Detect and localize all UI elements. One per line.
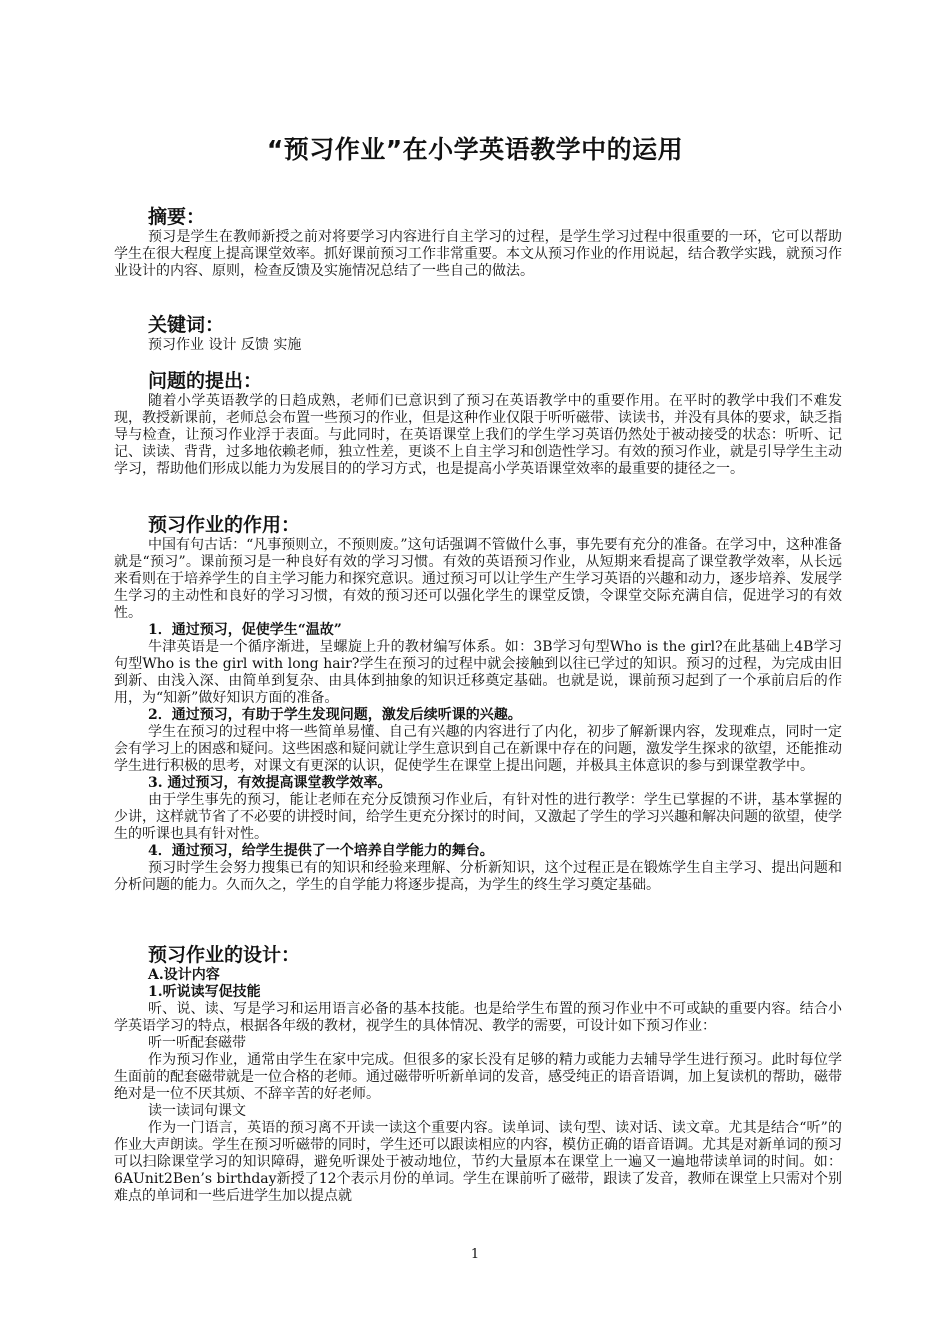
design-sub-a: A.设计内容 — [148, 967, 220, 983]
document-title: “预习作业”在小学英语教学中的运用 — [266, 135, 684, 164]
abstract-text: 预习是学生在教师新授之前对将要学习内容进行自主学习的过程，是学生学习过程中很重要的一环，它可以帮助学生在很大程度上提高课堂效率。抓好课前预习工作非常重要。本文从预习作业的作用说起，结合教学实践，就预习作业设计的内容、原则，检查反馈及实施情况总结了一些自己的做法。 — [114, 229, 842, 279]
keywords-text: 预习作业 设计 反馈 实施 — [148, 337, 302, 353]
design-item1-text: 作为预习作业，通常由学生在家中完成。但很多的家长没有足够的精力或能力去辅导学生进行预习。此时每位学生面前的配套磁带就是一位合格的老师。通过磁带听听新单词的发音，感受纯正的语音语调，加上复读机的帮助，磁带绝对是一位不厌其烦、不辞辛苦的好老师。 — [114, 1052, 842, 1102]
design-intro: 听、说、读、写是学习和运用语言必备的基本技能。也是给学生布置的预习作业中不可或缺的重要内容。结合小学英语学习的特点，根据各年级的教材，视学生的具体情况、教学的需要，可设计如下预习作业： — [114, 1001, 842, 1034]
role-point1-title: 1．通过预习，促使学生“温故” — [148, 622, 342, 638]
design-item1-title: 听一听配套磁带 — [148, 1035, 246, 1051]
problem-section — [114, 369, 842, 478]
design-section — [114, 943, 842, 1205]
role-point4-title: 4．通过预习，给学生提供了一个培养自学能力的舞台。 — [148, 843, 494, 859]
role-heading: 预习作业的作用： — [148, 514, 301, 536]
role-point1-text: 牛津英语是一个循序渐进，呈螺旋上升的教材编写体系。如：3B学习句型Who is the girl?在此基础上4B学习句型Who is the girl with long hair?学生在预习的过程中就会接触到以往已学过的知识。预习的过程，为完成由旧到新、由浅入深、由简单到复杂、由具体到抽象的知识迁移奠定基础。也就是说，课前预习起到了一个承前启后的作用，为“知新”做好知识方面的准备。 — [114, 639, 842, 706]
problem-heading: 问题的提出： — [148, 370, 263, 392]
role-point3-text: 由于学生事先的预习，能让老师在充分反馈预习作业后，有针对性的进行教学：学生已掌握的不讲，基本掌握的少讲，这样就节省了不必要的讲授时间，给学生更充分探讨的时间，又激起了学生的学习兴趣和解决问题的欲望，使学生的听课也具有针对性。 — [114, 792, 842, 842]
role-intro: 中国有句古话：“凡事预则立，不预则废。”这句话强调不管做什么事，事先要有充分的准备。在学习中，这种准备就是“预习”。课前预习是一种良好有效的学习习惯。有效的英语预习作业，从短期来看提高了课堂教学效率，从长远来看则在于培养学生的自主学习能力和探究意识。通过预习可以让学生产生学习英语的兴趣和动力，逐步培养、发展学生学习的主动性和良好的学习习惯，有效的预习还可以强化学生的课堂反馈，令课堂交际充满自信，促进学习的有效性。 — [114, 537, 842, 621]
page-number: 1 — [470, 1247, 480, 1262]
problem-text: 随着小学英语教学的日趋成熟，老师们已意识到了预习在英语教学中的重要作用。在平时的教学中我们不难发现，教授新课前，老师总会布置一些预习的作业，但是这种作业仅限于听听磁带、读读书，并没有具体的要求，缺乏指导与检查，让预习作业浮于表面。与此同时，在英语课堂上我们的学生学习英语仍然处于被动接受的状态：听听、记记、读读、背背，过多地依赖老师，独立性差，更谈不上自主学习和创造性学习。有效的预习作业，就是引导学生主动学习，帮助他们形成以能力为发展目的的学习方式，也是提高小学英语课堂效率的最重要的捷径之一。 — [114, 393, 842, 477]
keywords-heading: 关键词： — [148, 314, 225, 336]
abstract-section — [114, 205, 842, 280]
role-point2-title: 2．通过预习，有助于学生发现问题，激发后续听课的兴趣。 — [148, 707, 522, 723]
design-item2-text: 作为一门语言，英语的预习离不开读一读这个重要内容。读单词、读句型、读对话、读文章。尤其是结合“听”的作业大声朗读。学生在预习听磁带的同时，学生还可以跟读相应的内容，模仿正确的语音语调。尤其是对新单词的预习可以扫除课堂学习的知识障碍，避免听课处于被动地位，节约大量原本在课堂上一遍又一遍地带读单词的时间。如：6AUnit2Ben’s birthday新授了12个表示月份的单词。学生在课前听了磁带，跟读了发音，教师在课堂上只需对个别难点的单词和一些后进学生加以提点就 — [114, 1120, 842, 1204]
role-point4-text: 预习时学生会努力搜集已有的知识和经验来理解、分析新知识，这个过程正是在锻炼学生自主学习、提出问题和分析问题的能力。久而久之，学生的自学能力将逐步提高，为学生的终生学习奠定基础。 — [114, 860, 842, 893]
design-item2-title: 读一读词句课文 — [148, 1103, 246, 1119]
role-point2-text: 学生在预习的过程中将一些简单易懂、自己有兴趣的内容进行了内化，初步了解新课内容，发现难点，同时一定会有学习上的困惑和疑问。这些困惑和疑问就让学生意识到自己在新课中存在的问题，激发学生探求的欲望，还能推动学生进行积极的思考，对课文有更深的认识，促使学生在课堂上提出问题，并极具主体意识的参与到课堂教学中。 — [114, 724, 842, 774]
keywords-section — [114, 313, 842, 354]
design-sub-1: 1.听说读写促技能 — [148, 984, 261, 1000]
role-point3-title: 3. 通过预习，有效提高课堂教学效率。 — [148, 775, 392, 791]
abstract-heading: 摘要： — [148, 206, 206, 228]
role-section — [114, 513, 842, 894]
design-heading: 预习作业的设计： — [148, 944, 301, 966]
